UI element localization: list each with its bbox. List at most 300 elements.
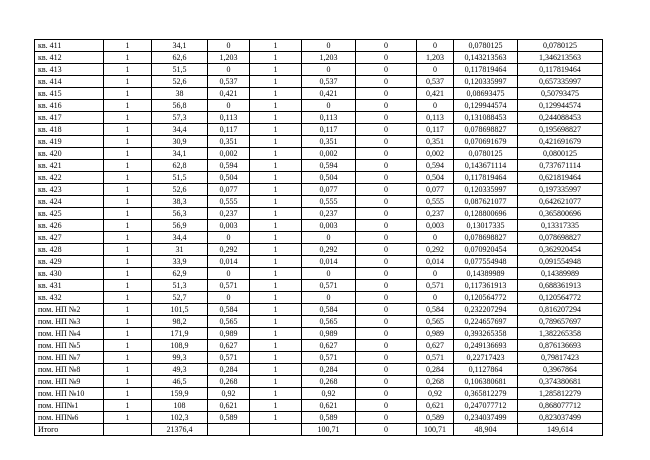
table-cell: 0,421691679 <box>518 136 603 148</box>
row-label-cell: кв. 425 <box>35 208 104 220</box>
table-cell: 0,117 <box>302 124 356 136</box>
table-cell: 0,594 <box>417 160 454 172</box>
table-cell: 0,789657697 <box>518 316 603 328</box>
table-row <box>35 148 603 160</box>
table-cell: 21376,4 <box>152 424 208 436</box>
table-cell: 0,078698827 <box>454 232 518 244</box>
table-cell: 0,120564772 <box>518 292 603 304</box>
table-cell: 171,9 <box>152 328 208 340</box>
table-cell: 0,13017335 <box>454 220 518 232</box>
table-cell: 1,382265358 <box>518 328 603 340</box>
table-row <box>35 76 603 88</box>
table-cell: 1 <box>250 268 302 280</box>
table-cell: 0,351 <box>208 136 250 148</box>
table-cell: 0,594 <box>302 160 356 172</box>
table-cell: 108 <box>152 400 208 412</box>
table-cell: 0,823037499 <box>518 412 603 424</box>
table-cell: 0,077 <box>208 184 250 196</box>
table-cell: 1 <box>104 388 152 400</box>
table-cell: 1,203 <box>417 52 454 64</box>
table-cell: 1 <box>104 316 152 328</box>
table-cell: 1,285812279 <box>518 388 603 400</box>
table-cell: 1 <box>104 76 152 88</box>
table-cell: 0 <box>356 148 417 160</box>
table-cell: 52,7 <box>152 292 208 304</box>
table-cell: 0,268 <box>208 376 250 388</box>
table-row <box>35 124 603 136</box>
table-cell: 0,571 <box>417 352 454 364</box>
table-cell: 0,537 <box>417 76 454 88</box>
table-cell: 0 <box>208 292 250 304</box>
table-row <box>35 136 603 148</box>
table-cell: 0 <box>356 172 417 184</box>
row-label-cell: пом. НП №8 <box>35 364 104 376</box>
table-cell: 34,1 <box>152 148 208 160</box>
table-cell: 1 <box>104 244 152 256</box>
table-cell: 0,120335997 <box>454 184 518 196</box>
table-cell: 0,077554948 <box>454 256 518 268</box>
table-cell: 1,203 <box>208 52 250 64</box>
table-cell: 98,2 <box>152 316 208 328</box>
table-row <box>35 112 603 124</box>
table-cell: 0,284 <box>208 364 250 376</box>
table-row <box>35 172 603 184</box>
table-row <box>35 352 603 364</box>
table-cell: 0,989 <box>302 328 356 340</box>
table-cell: 56,9 <box>152 220 208 232</box>
table-cell: 0,627 <box>208 340 250 352</box>
table-cell: 0,117361913 <box>454 280 518 292</box>
table-cell: 0,292 <box>208 244 250 256</box>
table-cell: 0,224657697 <box>454 316 518 328</box>
table-cell: 0 <box>302 100 356 112</box>
table-cell: 0,129944574 <box>518 100 603 112</box>
table-cell: 56,3 <box>152 208 208 220</box>
table-cell: 0 <box>356 292 417 304</box>
table-row <box>35 388 603 400</box>
table-cell: 0,537 <box>208 76 250 88</box>
table-cell: 0,555 <box>208 196 250 208</box>
table-cell: 0 <box>417 64 454 76</box>
table-cell: 0,504 <box>208 172 250 184</box>
row-label-cell: пом. НП №5 <box>35 340 104 352</box>
table-cell: 1 <box>250 412 302 424</box>
table-cell: 0,571 <box>302 280 356 292</box>
table-cell: 1 <box>250 352 302 364</box>
table-cell: 0,249136693 <box>454 340 518 352</box>
table-cell: 1 <box>250 88 302 100</box>
table-cell: 0,571 <box>417 280 454 292</box>
table-cell: 0,589 <box>302 412 356 424</box>
table-row <box>35 340 603 352</box>
table-cell: 0 <box>356 136 417 148</box>
table-cell: 0,627 <box>417 340 454 352</box>
table-cell: 1 <box>250 316 302 328</box>
table-row <box>35 256 603 268</box>
row-label-cell: пом. НП №2 <box>35 304 104 316</box>
table-cell: 1 <box>250 292 302 304</box>
table-cell: 31 <box>152 244 208 256</box>
table-row <box>35 412 603 424</box>
table-cell: 0,642621077 <box>518 196 603 208</box>
table-cell <box>208 424 250 436</box>
table-cell: 0,571 <box>208 280 250 292</box>
table-cell: 0,537 <box>302 76 356 88</box>
table-cell <box>104 424 152 436</box>
table-cell: 1 <box>250 136 302 148</box>
table-cell: 0,92 <box>208 388 250 400</box>
table-cell: 0,091554948 <box>518 256 603 268</box>
table-cell: 0 <box>356 268 417 280</box>
table-cell: 0,292 <box>302 244 356 256</box>
table-cell: 0,876136693 <box>518 340 603 352</box>
table-cell: 0 <box>302 268 356 280</box>
table-cell: 0,002 <box>417 148 454 160</box>
table-cell: 1 <box>250 232 302 244</box>
table-row <box>35 280 603 292</box>
table-cell: 0,3967864 <box>518 364 603 376</box>
table-cell: 0,816207294 <box>518 304 603 316</box>
table-cell: 0 <box>417 232 454 244</box>
table-cell: 0 <box>302 64 356 76</box>
table-cell: 1 <box>250 340 302 352</box>
table-cell: 0 <box>356 124 417 136</box>
table-row <box>35 208 603 220</box>
table-cell: 0 <box>356 352 417 364</box>
table-cell: 1 <box>250 400 302 412</box>
table-cell: 0,594 <box>208 160 250 172</box>
table-cell: 0,117 <box>417 124 454 136</box>
table-cell: 0,117819464 <box>454 64 518 76</box>
row-label-cell: кв. 420 <box>35 148 104 160</box>
table-row <box>35 268 603 280</box>
table-cell: 1 <box>104 328 152 340</box>
table-row <box>35 184 603 196</box>
table-row <box>35 328 603 340</box>
table-cell: 0,504 <box>302 172 356 184</box>
table-cell: 1 <box>104 400 152 412</box>
table-cell: 0 <box>417 292 454 304</box>
table-row <box>35 376 603 388</box>
table-cell: 38,3 <box>152 196 208 208</box>
table-cell: 0 <box>356 304 417 316</box>
table-cell: 0,003 <box>208 220 250 232</box>
table-cell: 0,113 <box>302 112 356 124</box>
table-cell: 1 <box>104 220 152 232</box>
table-cell: 1 <box>104 148 152 160</box>
table-cell: 0,22717423 <box>454 352 518 364</box>
table-cell: 1,203 <box>302 52 356 64</box>
table-cell: 0,351 <box>302 136 356 148</box>
table-cell: 0,247077712 <box>454 400 518 412</box>
table-cell: 1 <box>104 292 152 304</box>
table-cell: 0 <box>417 100 454 112</box>
table-cell: 1,346213563 <box>518 52 603 64</box>
table-cell: 0,234037499 <box>454 412 518 424</box>
table-cell: 0,0800125 <box>518 148 603 160</box>
table-row <box>35 88 603 100</box>
table-cell: 99,3 <box>152 352 208 364</box>
table-cell: 0,50793475 <box>518 88 603 100</box>
table-cell: 0,571 <box>208 352 250 364</box>
table-cell: 30,9 <box>152 136 208 148</box>
table-cell: 0,0780125 <box>454 40 518 52</box>
table-cell: 0,621 <box>417 400 454 412</box>
table-cell: 1 <box>104 124 152 136</box>
table-cell: 0,571 <box>302 352 356 364</box>
table-cell: 0 <box>356 196 417 208</box>
table-cell: 0,077 <box>302 184 356 196</box>
table-cell: 0,003 <box>302 220 356 232</box>
table-cell: 0,129944574 <box>454 100 518 112</box>
row-label-cell: кв. 415 <box>35 88 104 100</box>
row-label-cell: пом. НП№1 <box>35 400 104 412</box>
row-label-cell: кв. 431 <box>35 280 104 292</box>
table-cell: 34,4 <box>152 124 208 136</box>
table-cell: 1 <box>104 88 152 100</box>
row-label-cell: кв. 422 <box>35 172 104 184</box>
table-cell: 0 <box>356 160 417 172</box>
table-cell: 0,106380681 <box>454 376 518 388</box>
table-cell: 0,989 <box>417 328 454 340</box>
table-cell: 0,087621077 <box>454 196 518 208</box>
table-cell: 1 <box>250 328 302 340</box>
table-cell: 0,0780125 <box>518 40 603 52</box>
table-cell: 0 <box>356 376 417 388</box>
table-cell: 0 <box>356 100 417 112</box>
table-cell: 62,9 <box>152 268 208 280</box>
table-cell: 1 <box>250 40 302 52</box>
table-cell: 38 <box>152 88 208 100</box>
table-cell: 1 <box>250 148 302 160</box>
table-cell: 0,117819464 <box>454 172 518 184</box>
table-cell: 0,070691679 <box>454 136 518 148</box>
table-cell: 51,3 <box>152 280 208 292</box>
table-cell: 0,555 <box>417 196 454 208</box>
table-cell: 0,08693475 <box>454 88 518 100</box>
table-cell: 0 <box>356 244 417 256</box>
table-row <box>35 304 603 316</box>
table-cell: 1 <box>104 268 152 280</box>
table-cell: 0,365800696 <box>518 208 603 220</box>
table-cell: 0,555 <box>302 196 356 208</box>
table-cell: 0,584 <box>208 304 250 316</box>
table-cell: 0 <box>208 268 250 280</box>
table-cell: 0,143213563 <box>454 52 518 64</box>
table-cell: 101,5 <box>152 304 208 316</box>
table-cell: 0 <box>356 40 417 52</box>
table-cell: 0,362920454 <box>518 244 603 256</box>
table-cell: 0,195698827 <box>518 124 603 136</box>
table-cell: 0 <box>302 292 356 304</box>
table-cell: 0,232207294 <box>454 304 518 316</box>
table-cell: 52,6 <box>152 184 208 196</box>
table-cell: 0,393265358 <box>454 328 518 340</box>
table-cell: 0,565 <box>302 316 356 328</box>
table-cell: 0,92 <box>302 388 356 400</box>
table-cell: 0,078698827 <box>518 232 603 244</box>
row-label-cell: пом. НП№6 <box>35 412 104 424</box>
table-cell: 0 <box>356 328 417 340</box>
table-cell: 0,0780125 <box>454 148 518 160</box>
table-cell: 0 <box>356 316 417 328</box>
table-cell: 46,5 <box>152 376 208 388</box>
table-cell: 0 <box>208 40 250 52</box>
table-cell: 0,421 <box>302 88 356 100</box>
table-cell: 0,237 <box>417 208 454 220</box>
table-cell: 0 <box>356 388 417 400</box>
table-cell: 1 <box>250 52 302 64</box>
table-cell: 56,8 <box>152 100 208 112</box>
table-cell: 1 <box>104 100 152 112</box>
table-row <box>35 100 603 112</box>
table-row <box>35 64 603 76</box>
row-label-cell: пом. НП №10 <box>35 388 104 400</box>
table-cell: 57,3 <box>152 112 208 124</box>
table-cell: 1 <box>104 256 152 268</box>
table-cell: 1 <box>104 112 152 124</box>
table-cell: 1 <box>250 280 302 292</box>
row-label-cell: кв. 427 <box>35 232 104 244</box>
table-cell: 0,421 <box>208 88 250 100</box>
row-label-cell: кв. 426 <box>35 220 104 232</box>
row-label-cell: кв. 432 <box>35 292 104 304</box>
table-cell: 149,614 <box>518 424 603 436</box>
table-cell: 0,143671114 <box>454 160 518 172</box>
row-label-cell: пом. НП №3 <box>35 316 104 328</box>
table-cell: 0,14389989 <box>454 268 518 280</box>
table-cell: 0 <box>208 64 250 76</box>
table-cell: 34,4 <box>152 232 208 244</box>
table-cell: 1 <box>250 112 302 124</box>
table-cell: 1 <box>104 172 152 184</box>
table-cell: 1 <box>104 340 152 352</box>
table-cell: 0,120564772 <box>454 292 518 304</box>
table-cell: 0,244088453 <box>518 112 603 124</box>
table-cell: 1 <box>104 160 152 172</box>
table-row <box>35 424 603 436</box>
table-cell: 1 <box>104 208 152 220</box>
table-cell: 0,120335997 <box>454 76 518 88</box>
table-cell: 1 <box>250 124 302 136</box>
table-row <box>35 292 603 304</box>
table-cell: 0,002 <box>302 148 356 160</box>
table-cell: 0 <box>356 412 417 424</box>
table-cell: 1 <box>250 184 302 196</box>
table-cell: 0,014 <box>208 256 250 268</box>
row-label-cell: кв. 419 <box>35 136 104 148</box>
table-cell: 0 <box>356 52 417 64</box>
row-label-cell: пом. НП №7 <box>35 352 104 364</box>
table-cell: 0,113 <box>208 112 250 124</box>
row-label-cell: кв. 428 <box>35 244 104 256</box>
table-cell: 0,589 <box>208 412 250 424</box>
table-cell: 0,1127864 <box>454 364 518 376</box>
table-cell: 159,9 <box>152 388 208 400</box>
table-cell: 0 <box>208 232 250 244</box>
table-cell: 0 <box>356 220 417 232</box>
table-cell: 0 <box>302 232 356 244</box>
table-cell: 0 <box>356 256 417 268</box>
table-cell: 0,113 <box>417 112 454 124</box>
table-row <box>35 400 603 412</box>
table-cell: 1 <box>250 376 302 388</box>
row-label-cell: пом. НП №9 <box>35 376 104 388</box>
table-body <box>35 40 603 436</box>
table-cell: 51,5 <box>152 64 208 76</box>
table-cell: 0 <box>356 88 417 100</box>
table-cell: 0 <box>356 208 417 220</box>
table-cell: 0,14389989 <box>518 268 603 280</box>
table-cell: 1 <box>104 304 152 316</box>
row-label-cell: кв. 417 <box>35 112 104 124</box>
table-cell: 0,117 <box>208 124 250 136</box>
table-cell: 1 <box>250 244 302 256</box>
table-cell: 0,284 <box>417 364 454 376</box>
table-cell: 0,078698827 <box>454 124 518 136</box>
table-cell: 0,688361913 <box>518 280 603 292</box>
table-cell: 0,014 <box>417 256 454 268</box>
table-cell: 0,584 <box>302 304 356 316</box>
table-cell: 0,014 <box>302 256 356 268</box>
table-cell: 0,565 <box>208 316 250 328</box>
table-cell: 52,6 <box>152 76 208 88</box>
table-cell: 0 <box>417 40 454 52</box>
table-cell: 0,621 <box>302 400 356 412</box>
table-cell: 1 <box>104 376 152 388</box>
table-cell: 0 <box>356 112 417 124</box>
table-cell: 0,92 <box>417 388 454 400</box>
table-cell: 0 <box>356 400 417 412</box>
table-cell: 0 <box>356 280 417 292</box>
table-cell: 0,421 <box>417 88 454 100</box>
table-cell: 0,13317335 <box>518 220 603 232</box>
data-table <box>34 39 603 436</box>
table-cell: 108,9 <box>152 340 208 352</box>
table-cell: 62,8 <box>152 160 208 172</box>
row-label-cell: кв. 430 <box>35 268 104 280</box>
table-cell: 0,621819464 <box>518 172 603 184</box>
table-cell: 0,237 <box>302 208 356 220</box>
table-cell: 0,117819464 <box>518 64 603 76</box>
row-label-cell: кв. 411 <box>35 40 104 52</box>
table-row <box>35 364 603 376</box>
table-cell: 1 <box>250 220 302 232</box>
row-label-cell: кв. 429 <box>35 256 104 268</box>
table-cell: 1 <box>250 304 302 316</box>
table-cell: 0,565 <box>417 316 454 328</box>
table-cell: 1 <box>104 364 152 376</box>
row-label-cell: пом. НП №4 <box>35 328 104 340</box>
row-label-cell: кв. 413 <box>35 64 104 76</box>
table-cell: 0,374380681 <box>518 376 603 388</box>
table-cell: 0,504 <box>417 172 454 184</box>
table-cell: 1 <box>104 52 152 64</box>
table-cell: 0 <box>417 268 454 280</box>
table-row <box>35 244 603 256</box>
table-cell: 1 <box>250 256 302 268</box>
table-row <box>35 196 603 208</box>
table-cell: 0 <box>356 340 417 352</box>
table-cell: 0 <box>208 100 250 112</box>
table-cell: 0,589 <box>417 412 454 424</box>
table-cell: 0,292 <box>417 244 454 256</box>
table-cell: 1 <box>104 232 152 244</box>
table-cell: 0,128800696 <box>454 208 518 220</box>
table-cell: 0 <box>356 76 417 88</box>
table-cell: 0,868077712 <box>518 400 603 412</box>
table-cell: 0,268 <box>417 376 454 388</box>
